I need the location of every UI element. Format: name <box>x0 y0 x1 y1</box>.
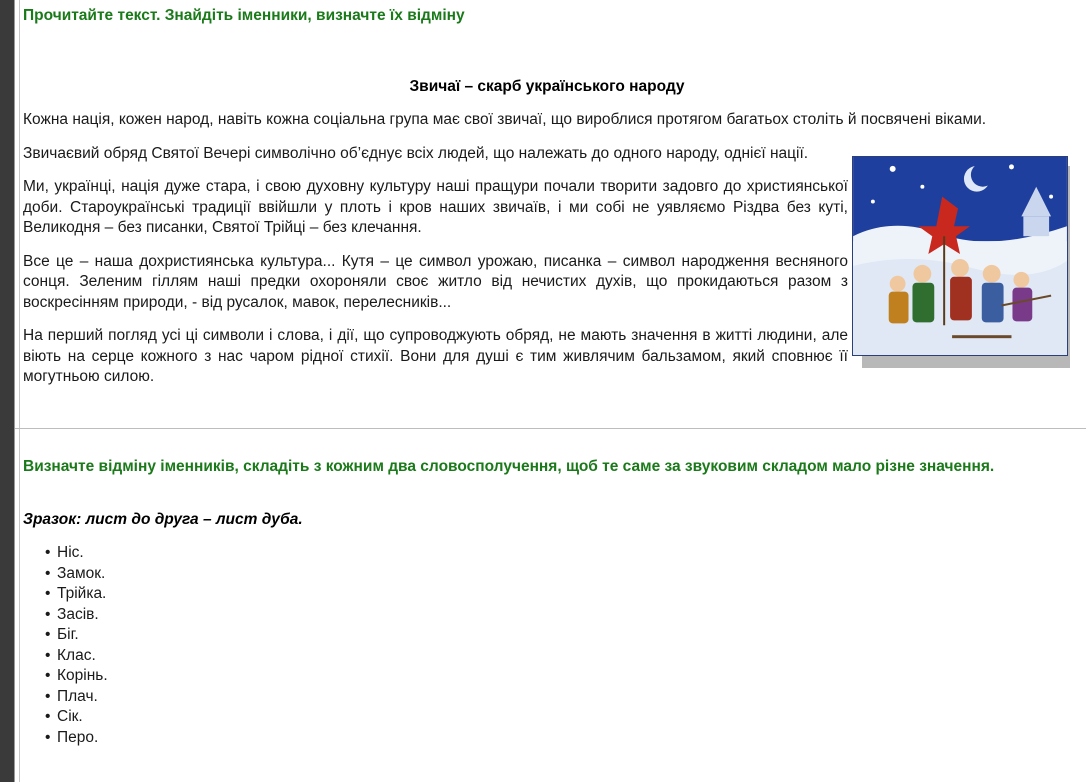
paragraph-2: Звичаєвий обряд Святої Вечері символічно об’єднує всіх людей, що належать до одного народу, однієї нації. <box>23 144 809 162</box>
list-item: • Сік. <box>45 707 108 728</box>
christmas-carolers-image <box>852 156 1070 358</box>
word-list <box>45 543 108 748</box>
carolers-illustration <box>852 156 1068 356</box>
document-page <box>14 0 1086 782</box>
task-heading-1: Прочитайте текст. Знайдіть іменники, визначте їх відміну <box>23 7 465 24</box>
page-margin-line <box>19 0 20 782</box>
list-item: • Ніс. <box>45 543 108 564</box>
list-item: • Перо. <box>45 728 108 749</box>
text-body <box>23 110 1070 401</box>
list-item: • Корінь. <box>45 666 108 687</box>
example-line: Зразок: лист до друга – лист дуба. <box>23 511 303 528</box>
list-item: • Засів. <box>45 605 108 626</box>
paragraph-5: На перший погляд усі ці символи і слова, і дії, що супроводжують обряд, не мають значення в житті людини, але віють на серце кожного з нас чаром рідної стихії. Вони для душі є тим живлячим бальзамом, який сповнює її могутньою силою. <box>23 327 848 385</box>
list-item: • Трійка. <box>45 584 108 605</box>
text-title: Звичаї – скарб українського народу <box>409 78 685 95</box>
list-item: • Плач. <box>45 687 108 708</box>
paragraph-3: Ми, українці, нація дуже стара, і свою духовну культуру наші пращури почали творити задовго до християнської доби. Староукраїнські традиції ввійшли у плоть і кров наших звичаїв, і ми собі не уявляємо Різдва без куті, Великодня – без писанки, Святої Трійці – без клечання. <box>23 178 848 236</box>
list-item: • Біг. <box>45 625 108 646</box>
list-item: • Замок. <box>45 564 108 585</box>
section-divider <box>15 428 1086 429</box>
paragraph-1: Кожна нація, кожен народ, навіть кожна соціальна група має свої звичаї, що вироблися протягом багатьох століть й посвячені віками. <box>23 111 987 128</box>
list-item: • Клас. <box>45 646 108 667</box>
paragraph-4: Все це – наша дохристиянська культура... Кутя – це символ урожаю, писанка – символ народження весняного сонця. Зеленим гіллям наші предки охороняли своє житло від нечистих духів, що прокидаються разом з воскресінням природи, - від русалок, мавок, перелесників... <box>23 252 848 311</box>
task-heading-2: Визначте відміну іменників, складіть з кожним два словосполучення, щоб те саме за звуковим складом мало різне значення. <box>23 458 995 475</box>
